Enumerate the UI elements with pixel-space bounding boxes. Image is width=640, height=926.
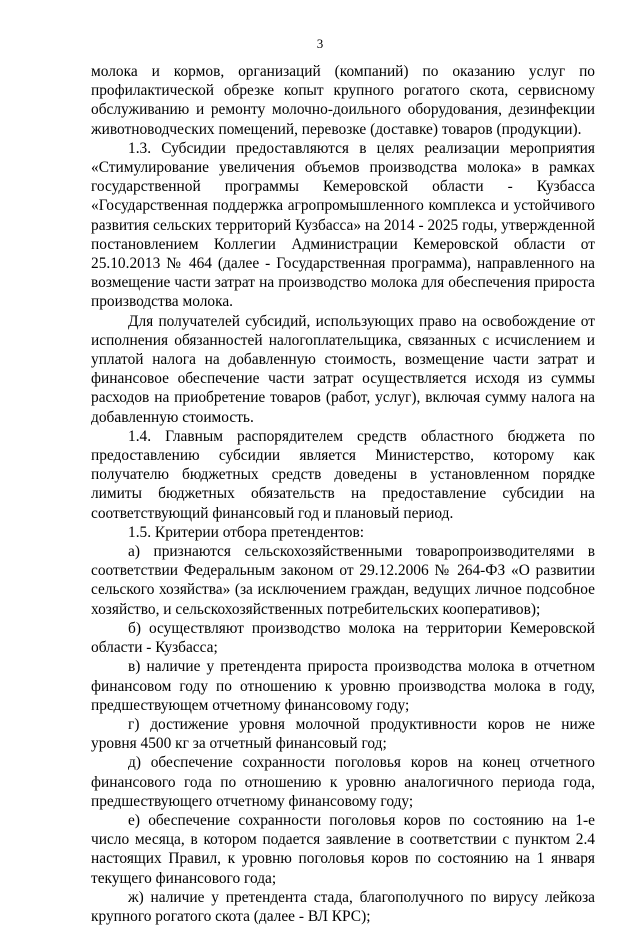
criterion-g: г) достижение уровня молочной продуктивности коров не ниже уровня 4500 кг за отчетный финансовый год; xyxy=(91,715,595,753)
document-body xyxy=(91,62,595,926)
paragraph-1-4: 1.4. Главным распорядителем средств областного бюджета по предоставлению субсидии является Министерство, которому как получателю бюджетных средств доведены в установленном порядке лимиты бюджетных обязательств на предоставление субсидии на соответствующий финансовый год и плановый период. xyxy=(91,427,595,522)
criterion-v: в) наличие у претендента прироста производства молока в отчетном финансовом году по отношению к уровню производства молока в году, предшествующем отчетному финансовому году; xyxy=(91,658,595,714)
criterion-b: б) осуществляют производство молока на территории Кемеровской области - Кузбасса; xyxy=(91,619,595,657)
criterion-d: д) обеспечение сохранности поголовья коров на конец отчетного финансового года по отношению к уровню аналогичного периода года, предшествующего отчетному финансовому году; xyxy=(91,754,595,810)
paragraph-1-3: 1.3. Субсидии предоставляются в целях реализации мероприятия «Стимулирование увеличения объемов производства молока» в рамках государственной программы Кемеровской области - Кузбасса «Государственная поддержка агропромышленного комплекса и устойчивого развития сельских территорий Кузбасса» на 2014 - 2025 годы, утвержденной постановлением Коллегии Администрации Кемеровской области от 25.10.2013 № 464 (далее - Государственная программа), направленного на возмещение части затрат на производство молока для обеспечения прироста производства молока. xyxy=(91,139,595,311)
page-number: 3 xyxy=(316,36,324,51)
criterion-a: а) признаются сельскохозяйственными товаропроизводителями в соответствии Федеральным законом от 29.12.2006 № 264-ФЗ «О развитии сельского хозяйства» (за исключением граждан, ведущих личное подсобное хозяйство, и сельскохозяйственных потребительских кооперативов); xyxy=(91,543,595,618)
paragraph-vat-exemption: Для получателей субсидий, использующих право на освобождение от исполнения обязанностей налогоплательщика, связанных с исчислением и уплатой налога на добавленную стоимость, возмещение части затрат и финансовое обеспечение части затрат осуществляется исходя из суммы расходов на приобретение товаров (работ, услуг), включая сумму налога на добавленную стоимость. xyxy=(91,312,595,426)
paragraph-continuation: молока и кормов, организаций (компаний) по оказанию услуг по профилактической обрезке копыт крупного рогатого скота, сервисному обслуживанию и ремонту молочно-доильного оборудования, дезинфекции животноводческих помещений, перевозке (доставке) товаров (продукции). xyxy=(91,63,595,138)
paragraph-1-5: 1.5. Критерии отбора претендентов: xyxy=(128,523,365,541)
criterion-e: е) обеспечение сохранности поголовья коров по состоянию на 1-е число месяца, в котором подается заявление в соответствии с пунктом 2.4 настоящих Правил, к уровню поголовья коров по состоянию на 1 января текущего финансового года; xyxy=(91,811,595,887)
criterion-zh: ж) наличие у претендента стада, благополучного по вирусу лейкоза крупного рогатого скота (далее - ВЛ КРС); xyxy=(91,888,595,925)
